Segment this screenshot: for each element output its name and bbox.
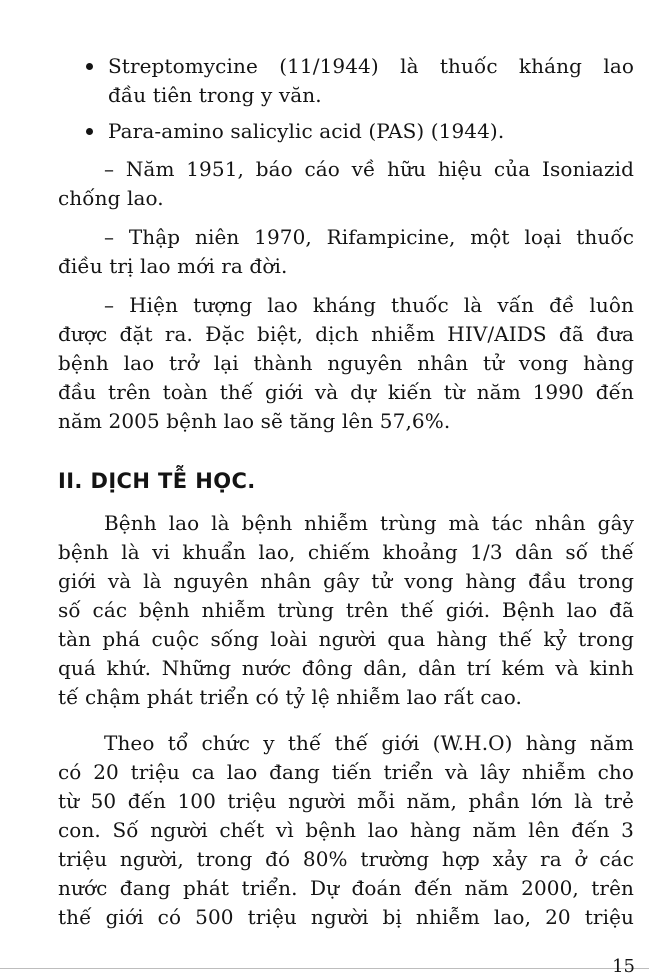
text-line: thế giới có 500 triệu người bị nhiễm lao, 20 triệu	[58, 905, 634, 929]
text-line: con. Số người chết vì bệnh lao hàng năm lên đến 3	[58, 818, 634, 842]
history-item-rifampicine	[58, 223, 634, 281]
text-line: số các bệnh nhiễm trùng trên thế giới. Bệnh lao đã	[58, 598, 634, 622]
bullet-dot-icon	[86, 128, 93, 135]
text-line: Bệnh lao là bệnh nhiễm trùng mà tác nhân gây	[104, 511, 634, 535]
text-line: quá khứ. Những nước đông dân, dân trí kém và kinh	[58, 656, 634, 680]
text-line: – Năm 1951, báo cáo về hữu hiệu của Isoniazid	[104, 157, 634, 181]
text-line: Para-amino salicylic acid (PAS) (1944).	[108, 119, 505, 143]
text-line: triệu người, trong đó 80% trường hợp xảy ra ở các	[58, 847, 634, 871]
text-line: – Thập niên 1970, Rifampicine, một loại thuốc	[104, 225, 634, 249]
text-line: bệnh là vi khuẩn lao, chiếm khoảng 1/3 dân số thế	[58, 540, 634, 564]
page-bottom-rule	[0, 968, 649, 969]
page-number: 15	[612, 956, 635, 977]
epidemiology-paragraph-1	[58, 509, 634, 712]
epidemiology-paragraph-2	[58, 729, 634, 932]
text-line: tàn phá cuộc sống loài người qua hàng thế kỷ trong	[58, 627, 634, 651]
text-line: Streptomycine (11/1944) là thuốc kháng lao	[108, 54, 634, 78]
text-line: điều trị lao mới ra đời.	[58, 254, 288, 278]
text-line: – Hiện tượng lao kháng thuốc là vấn đề luôn	[104, 293, 634, 317]
text-line: có 20 triệu ca lao đang tiến triển và lây nhiễm cho	[58, 760, 634, 784]
history-item-drug-resistance	[58, 291, 634, 436]
bullet-dot-icon	[86, 63, 93, 70]
text-line: năm 2005 bệnh lao sẽ tăng lên 57,6%.	[58, 409, 451, 433]
history-item-isoniazid	[58, 155, 634, 213]
text-line: bệnh lao trở lại thành nguyên nhân tử vong hàng	[58, 351, 634, 375]
bullet-item-streptomycine	[108, 52, 634, 110]
text-line: tế chậm phát triển có tỷ lệ nhiễm lao rất cao.	[58, 685, 522, 709]
text-line: được đặt ra. Đặc biệt, dịch nhiễm HIV/AIDS đã đưa	[58, 322, 634, 346]
text-line: chống lao.	[58, 186, 164, 210]
text-line: nước đang phát triển. Dự đoán đến năm 2000, trên	[58, 876, 634, 900]
bullet-item-pas	[108, 117, 634, 146]
text-line: đầu tiên trong y văn.	[108, 83, 322, 107]
text-line: giới và là nguyên nhân gây tử vong hàng đầu trong	[58, 569, 634, 593]
section-heading: II. DỊCH TỄ HỌC.	[58, 469, 256, 493]
text-line: từ 50 đến 100 triệu người mỗi năm, phần lớn là trẻ	[58, 789, 634, 813]
text-line: Theo tổ chức y thế thế giới (W.H.O) hàng năm	[104, 731, 634, 755]
text-line: đầu trên toàn thế giới và dự kiến từ năm 1990 đến	[58, 380, 634, 404]
